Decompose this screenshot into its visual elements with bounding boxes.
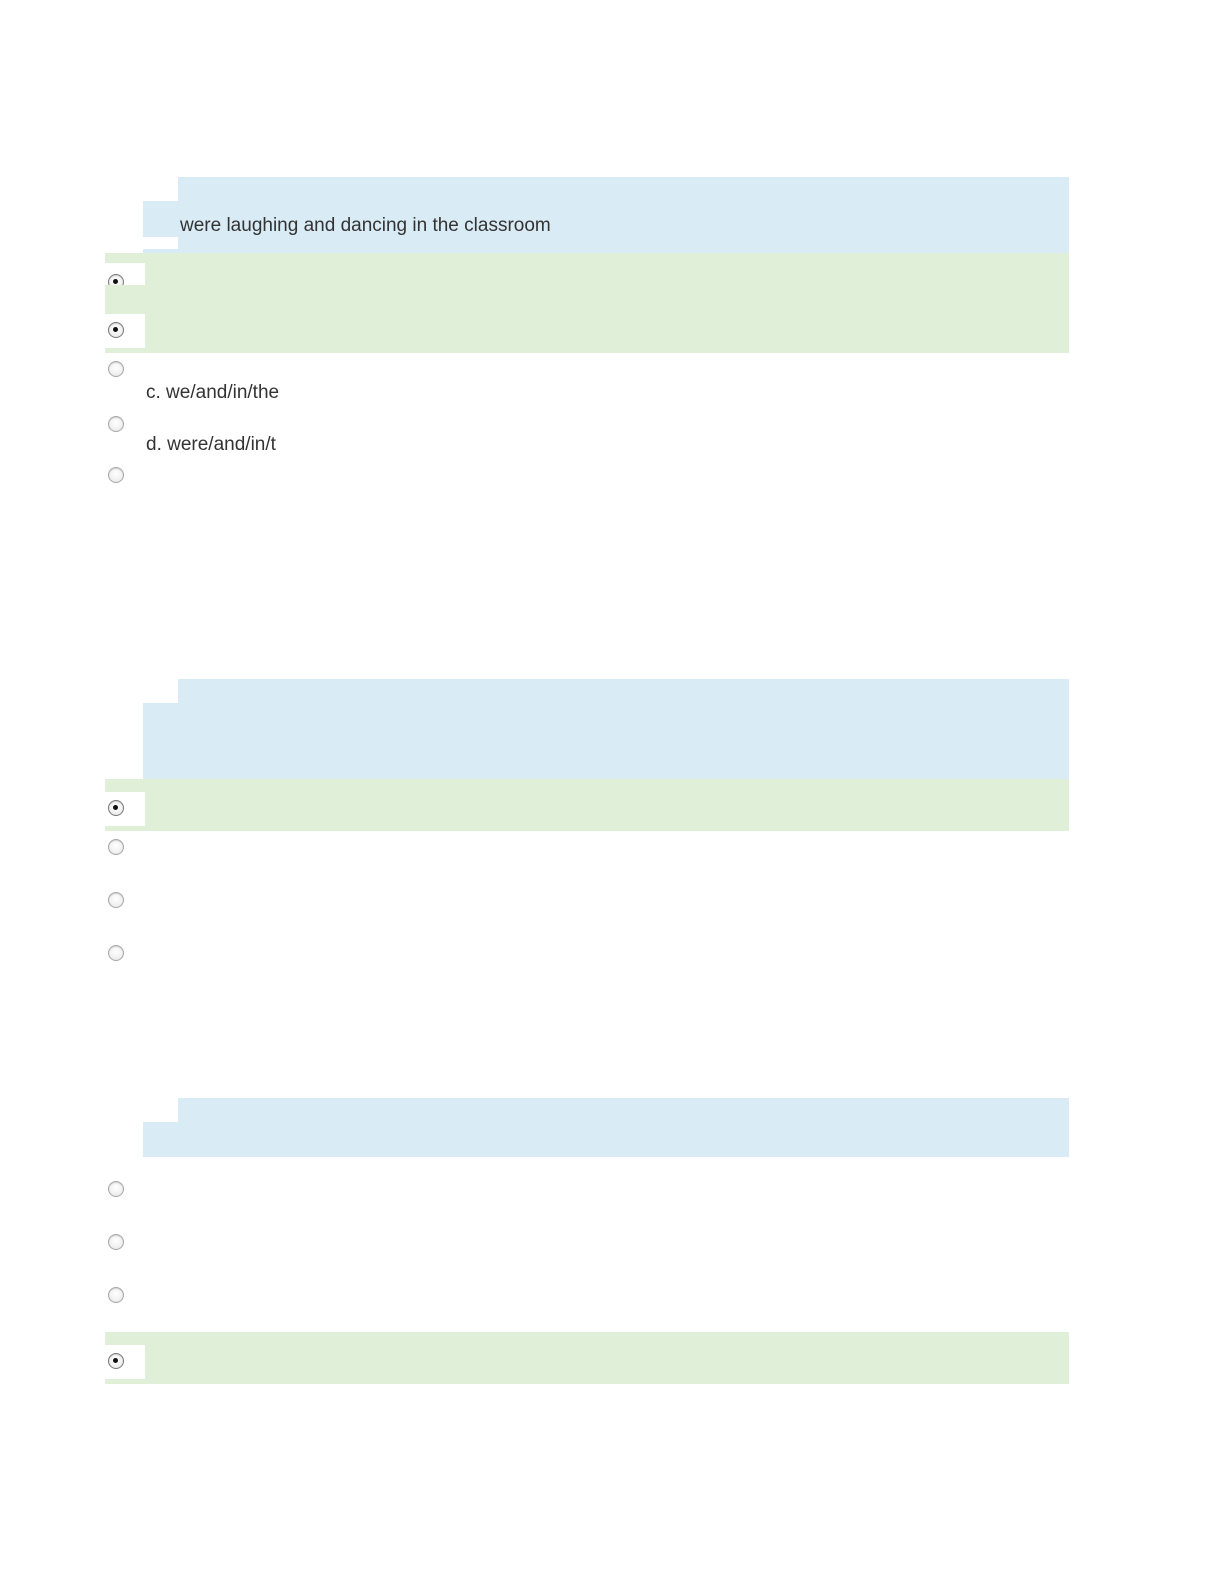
question-1-prompt-text: were laughing and dancing in the classroom [180,215,551,236]
question-3-option-c-radio-icon[interactable] [108,1287,124,1303]
question-2-option-d-radio-icon[interactable] [108,945,124,961]
question-3-option-d-row[interactable] [105,1332,1069,1384]
question-1-prompt-gap [143,237,178,249]
question-1-option-e-radio-icon[interactable] [108,467,124,483]
question-2-option-a-row[interactable] [105,779,1069,831]
question-2-prompt-step [143,703,178,779]
question-1-option-d-radio-icon[interactable] [108,416,124,432]
question-2-option-c-radio-icon[interactable] [108,892,124,908]
question-3-prompt-box [178,1098,1069,1157]
question-1-option-c-label: c. we/and/in/the [146,382,280,403]
question-2-prompt-box [178,679,1069,779]
question-3-prompt-step [143,1122,178,1157]
question-1-option-b-row[interactable] [105,285,1069,353]
question-1-option-c-radio-icon[interactable] [108,361,124,377]
question-3-option-b-radio-icon[interactable] [108,1234,124,1250]
question-3-option-d-radio-icon[interactable] [108,1353,124,1369]
question-1-option-b-radio-icon[interactable] [108,322,124,338]
question-2-option-b-radio-icon[interactable] [108,839,124,855]
question-1-option-d-label: d. were/and/in/t [146,434,276,455]
question-3-option-a-radio-icon[interactable] [108,1181,124,1197]
question-1-option-a-row[interactable] [105,253,1069,285]
question-2-option-a-radio-icon[interactable] [108,800,124,816]
